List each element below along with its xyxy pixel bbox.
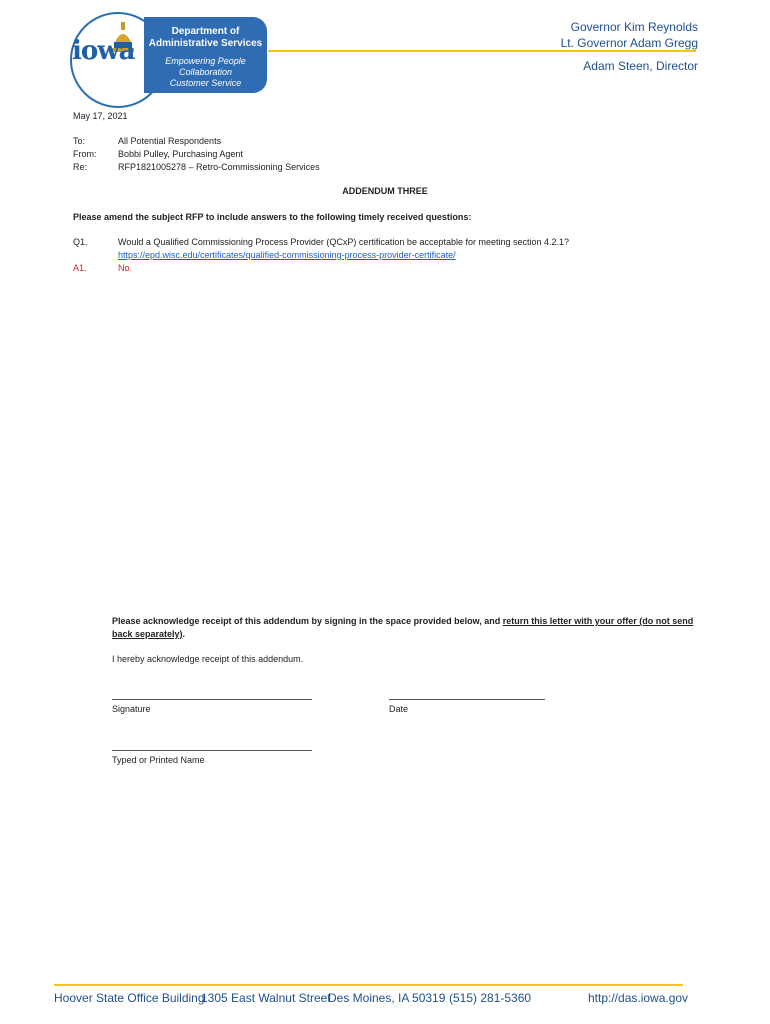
footer-building: Hoover State Office Building [54, 991, 205, 1005]
acknowledge-instruction-part1: Please acknowledge receipt of this addendum by signing in the space provided below, and [112, 616, 503, 626]
director-name: Adam Steen, Director [583, 59, 698, 73]
tagline-collaboration: Collaboration [178, 67, 233, 77]
certificate-link[interactable]: https://epd.wisc.edu/certificates/qualified-commissioning-process-provider-certificate/ [118, 250, 456, 260]
tagline-empowering: Empowering People [165, 56, 246, 66]
acknowledge-instruction-part4: . [182, 629, 186, 639]
lt-governor-name: Lt. Governor Adam Gregg [560, 36, 698, 50]
re-value: RFP1821005278 – Retro-Commissioning Services [118, 162, 320, 172]
printed-name-label: Typed or Printed Name [112, 755, 205, 765]
question-1-text: Would a Qualified Commissioning Process Provider (QCxP) certification be acceptable for meeting section 4.2.1? [118, 237, 570, 247]
header-divider [268, 50, 696, 52]
footer-street: 1305 East Walnut Street [201, 991, 331, 1005]
acknowledge-statement: I hereby acknowledge receipt of this addendum. [112, 654, 304, 664]
acknowledge-instruction-line1 [112, 616, 693, 626]
footer-city: Des Moines, IA 50319 [328, 991, 446, 1005]
memo-date: May 17, 2021 [73, 111, 128, 121]
department-name-line1: Department of [171, 26, 240, 37]
signature-label: Signature [112, 704, 151, 714]
from-value: Bobbi Pulley, Purchasing Agent [118, 149, 243, 159]
addendum-title: ADDENDUM THREE [342, 186, 428, 196]
re-label: Re: [73, 162, 88, 172]
governor-name: Governor Kim Reynolds [570, 20, 698, 34]
printed-name-line[interactable] [112, 750, 312, 751]
answer-1-text: No. [118, 263, 133, 273]
department-name-line2: Administrative Services [148, 38, 263, 49]
date-label: Date [389, 704, 409, 714]
footer-website[interactable]: http://das.iowa.gov [588, 991, 689, 1005]
to-value: All Potential Respondents [118, 136, 222, 146]
from-label: From: [73, 149, 97, 159]
date-line[interactable] [389, 699, 545, 700]
answer-1-label: A1. [73, 263, 87, 273]
acknowledge-instruction-part3: back separately) [112, 629, 183, 639]
question-1-label: Q1. [73, 237, 88, 247]
tagline-customer-service: Customer Service [169, 78, 242, 88]
signature-line[interactable] [112, 699, 312, 700]
addendum-intro: Please amend the subject RFP to include answers to the following timely received questions: [73, 212, 472, 222]
footer-divider [54, 984, 683, 986]
iowa-wordmark: iowa [72, 36, 135, 66]
acknowledge-instruction-part2: return this letter with your offer (do not send [502, 616, 694, 626]
footer-phone: (515) 281-5360 [449, 991, 532, 1005]
acknowledge-instruction-line2 [112, 629, 185, 639]
to-label: To: [73, 136, 86, 146]
